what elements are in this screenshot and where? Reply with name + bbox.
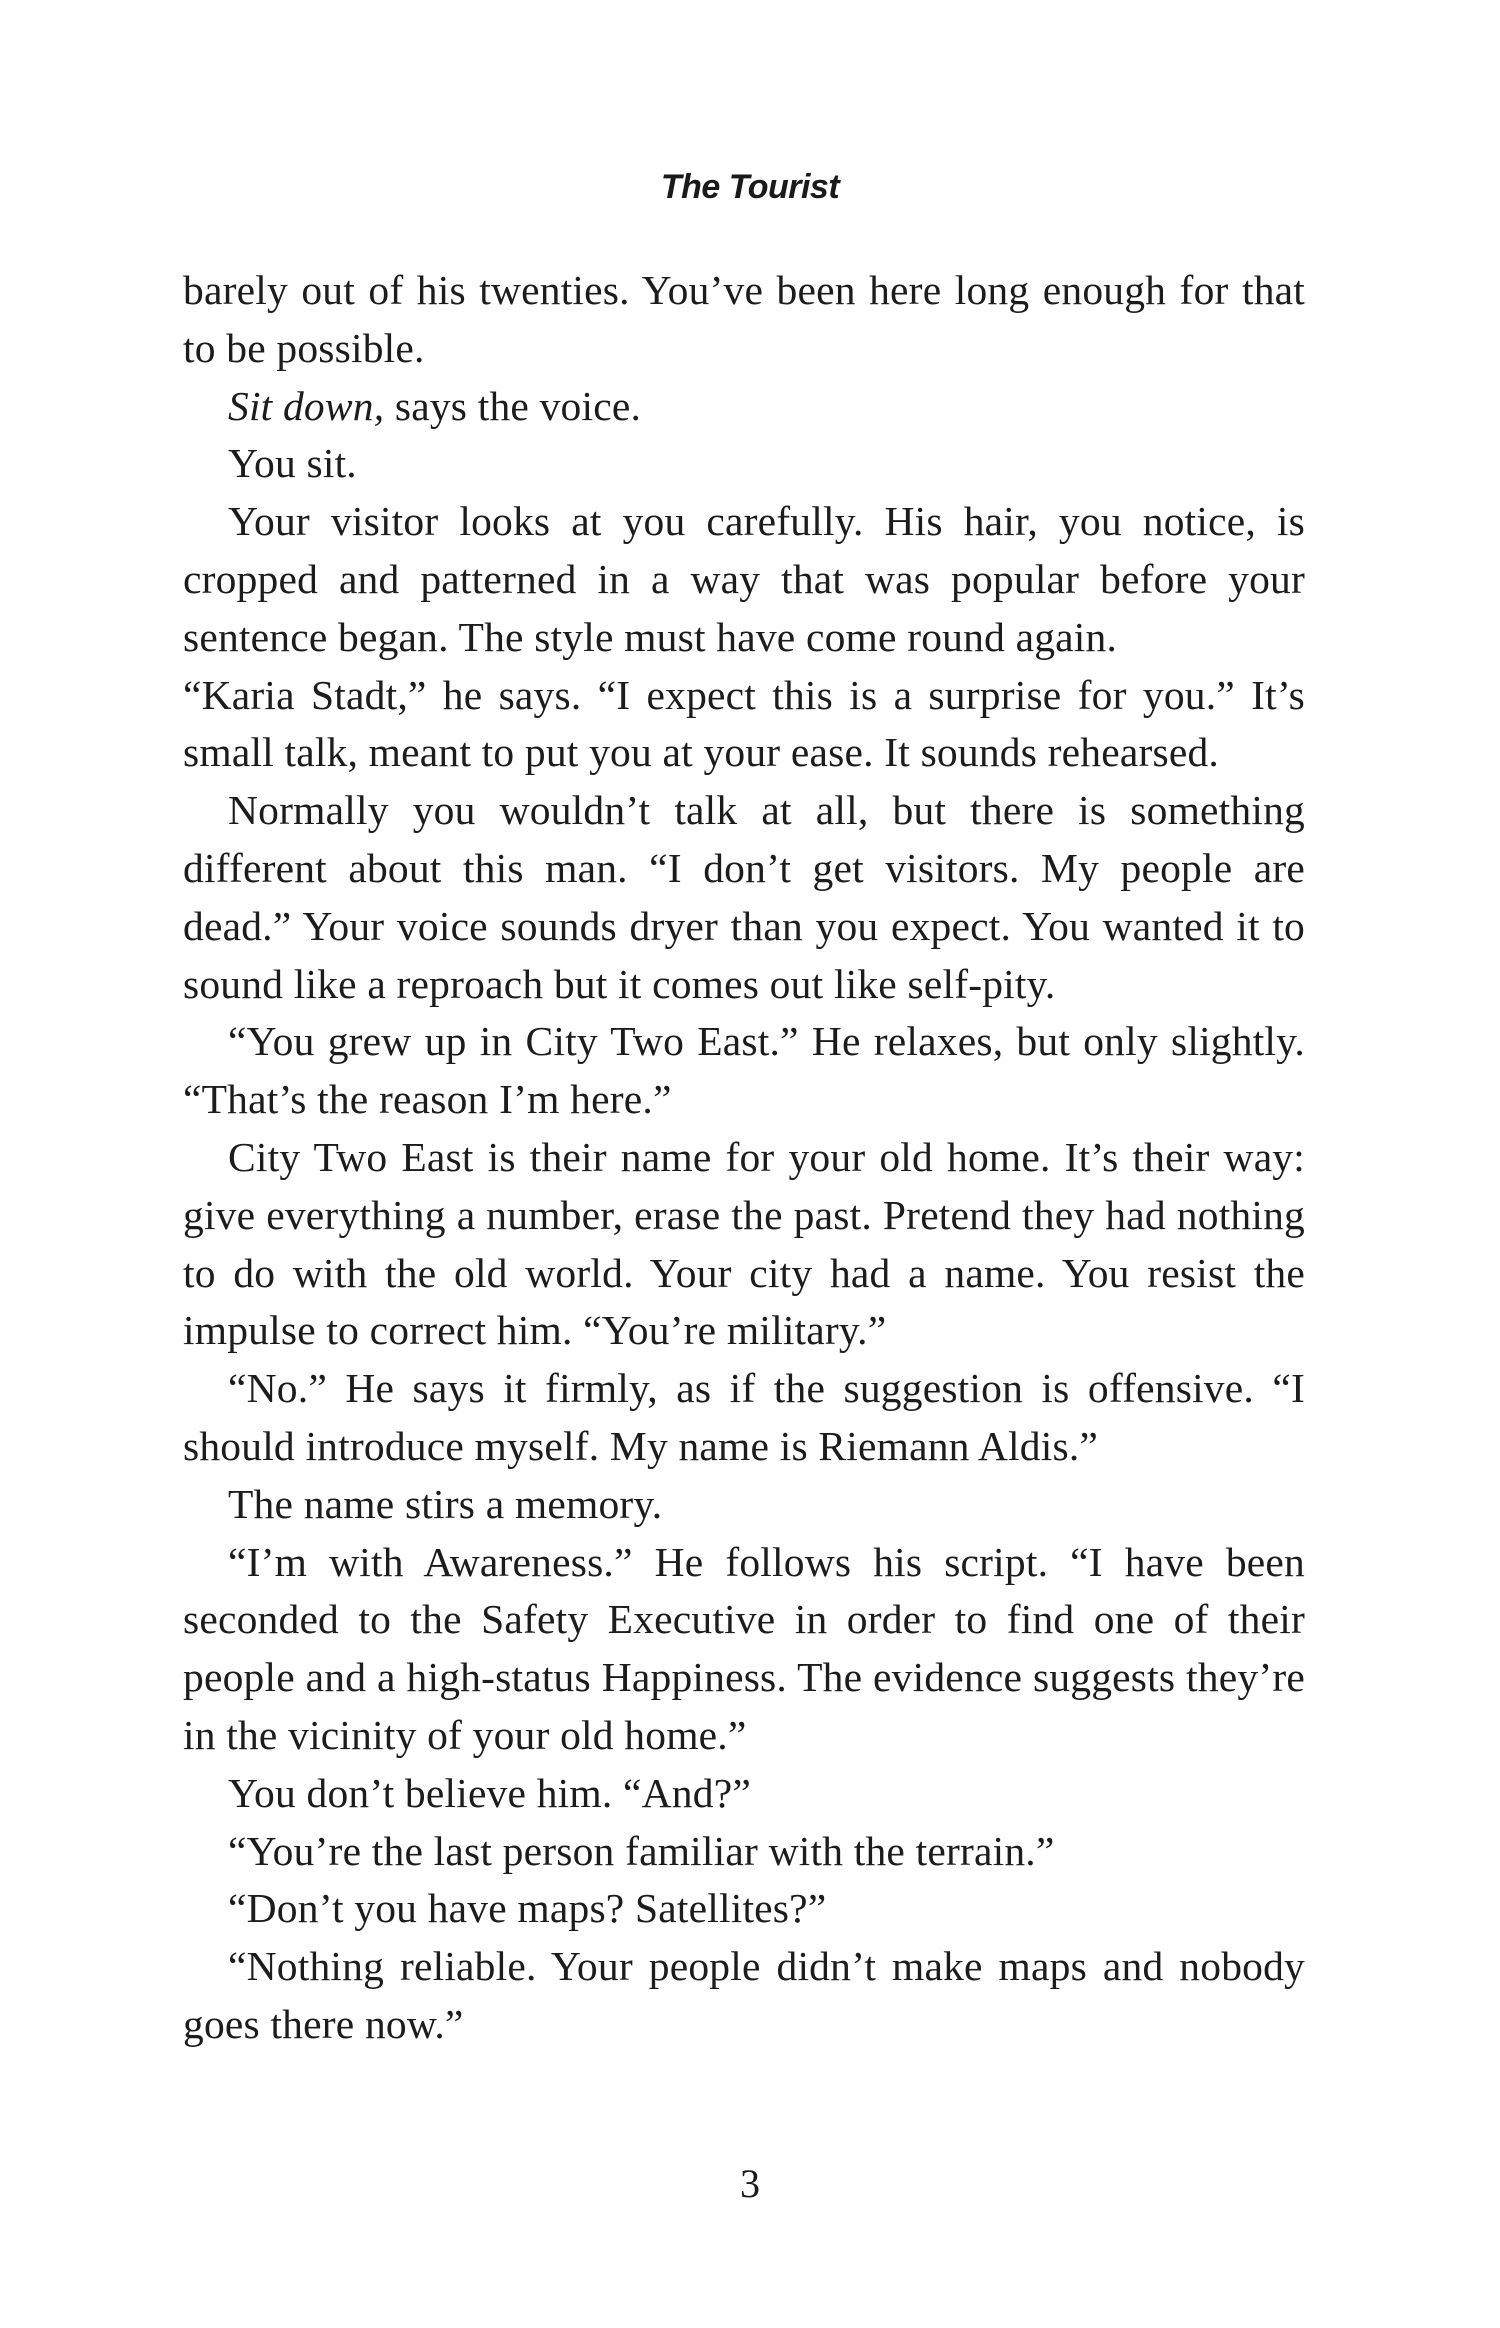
paragraph-2-italic: Sit down,	[228, 382, 385, 429]
paragraph-6: Normally you wouldn’t talk at all, but there is something different about this man. “I don’t get visitors. My people are dead.” Your voice sounds dryer than you expect. You wanted it to sound like a reproach but it comes out like self-pity.	[183, 787, 1305, 1007]
paragraph-12: You don’t believe him. “And?”	[228, 1769, 751, 1816]
paragraph-14: “Don’t you have maps? Satellites?”	[228, 1885, 827, 1932]
paragraph-10: The name stirs a memory.	[228, 1480, 663, 1527]
paragraph-5: “Karia Stadt,” he says. “I expect this is a surprise for you.” It’s small talk, meant to put you at your ease. It sounds rehearsed.	[183, 671, 1305, 776]
paragraph-13: “You’re the last person familiar with the terrain.”	[228, 1827, 1055, 1874]
paragraph-11: “I’m with Awareness.” He follows his script. “I have been seconded to the Safety Executive in order to find one of their people and a high-status Happiness. The evidence suggests they’re in the vicinity of your old home.”	[183, 1538, 1305, 1758]
paragraph-1: barely out of his twenties. You’ve been here long enough for that to be possible.	[183, 267, 1305, 371]
body-text	[183, 262, 1305, 2054]
paragraph-9: “No.” He says it firmly, as if the suggestion is offensive. “I should introduce myself. My name is Riemann Aldis.”	[183, 1365, 1305, 1469]
paragraph-2-text: says the voice.	[384, 382, 642, 429]
running-title: The Tourist	[660, 168, 840, 206]
paragraph-2	[183, 378, 1305, 436]
paragraph-3: You sit.	[228, 440, 357, 487]
paragraph-15: “Nothing reliable. Your people didn’t make maps and nobody goes there now.”	[183, 1943, 1305, 2047]
page-number: 3	[740, 2161, 760, 2206]
paragraph-4: Your visitor looks at you carefully. His hair, you notice, is cropped and patterned in a way that was popular before your sentence began. The style must have come round again.	[183, 498, 1305, 660]
paragraph-7: “You grew up in City Two East.” He relaxes, but only slightly. “That’s the reason I’m here.”	[183, 1018, 1305, 1123]
paragraph-8: City Two East is their name for your old home. It’s their way: give everything a number, erase the past. Pretend they had nothing to do with the old world. Your city had a name. You resist the impulse to correct him. “You’re military.”	[183, 1133, 1305, 1354]
